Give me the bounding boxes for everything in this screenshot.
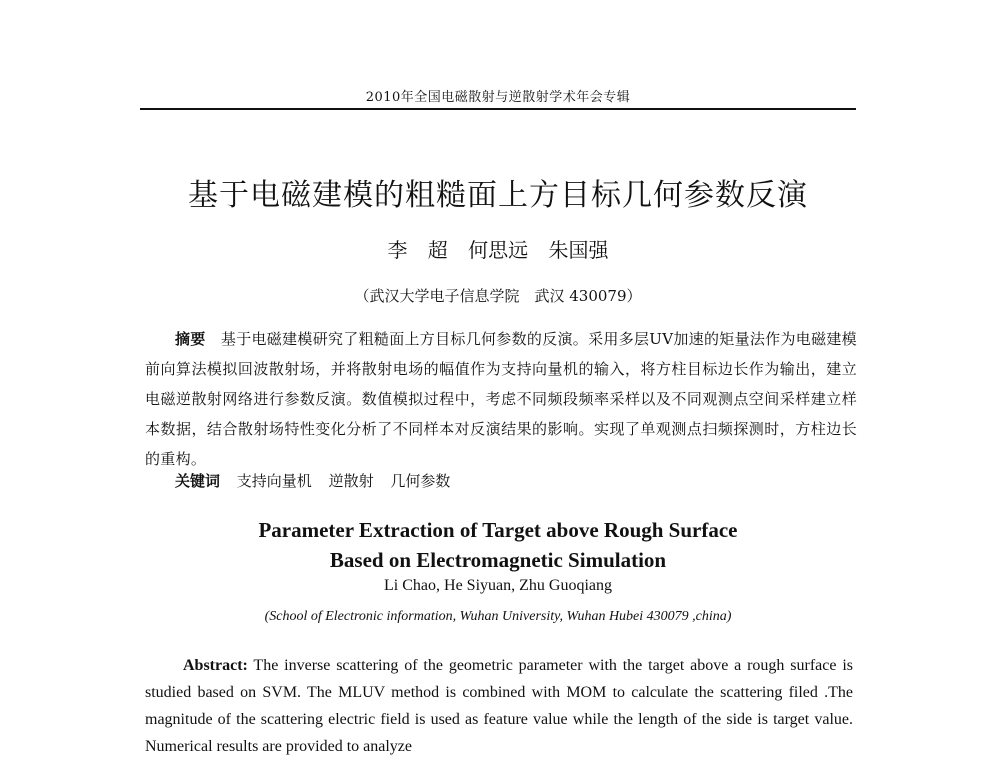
chinese-keywords-text: 支持向量机 逆散射 几何参数 — [236, 472, 451, 490]
chinese-authors: 李 超 何思远 朱国强 — [387, 238, 609, 262]
chinese-abstract-text: 基于电磁建模研究了粗糙面上方目标几何参数的反演。采用多层UV加速的矩量法作为电磁建模前向算法模拟回波散射场，并将散射电场的幅值作为支持向量机的输入，将方柱目标边长作为输出，建立电磁逆散射网络进行参数反演。数值模拟过程中，考虑不同频段频率采样以及不同观测点空间采样建立样本数据，结合散射场特性变化分析了不同样本对反演结果的影响。实现了单观测点扫频探测时，方柱边长的重构。 — [145, 330, 857, 468]
english-abstract-label: Abstract: — [183, 657, 248, 674]
english-abstract-text: The inverse scattering of the geometric parameter with the target above a rough surface is studied based on SVM. The MLUV method is combined with MOM to calculate the scattering filed .The magnitude of the scattering electric field is used as feature value while the length of the side is target value. Numerical results are provided to analyze — [145, 657, 853, 755]
english-abstract — [145, 652, 853, 760]
english-authors: Li Chao, He Siyuan, Zhu Guoqiang — [384, 577, 612, 594]
chinese-affiliation: （武汉大学电子信息学院 武汉 430079） — [354, 287, 642, 305]
chinese-abstract — [145, 324, 857, 474]
english-title-line1: Parameter Extraction of Target above Rough Surface — [258, 518, 738, 542]
chinese-title: 基于电磁建模的粗糙面上方目标几何参数反演 — [188, 178, 808, 213]
english-title-line2: Based on Electromagnetic Simulation — [329, 548, 667, 572]
chinese-abstract-label: 摘要 — [175, 330, 206, 348]
running-header: 2010年全国电磁散射与逆散射学术年会专辑 — [365, 90, 631, 105]
header-rule — [140, 108, 856, 110]
chinese-keywords-label: 关键词 — [175, 472, 221, 490]
english-title — [140, 515, 856, 575]
english-affiliation: (School of Electronic information, Wuhan University, Wuhan Hubei 430079 ,china) — [264, 609, 732, 624]
chinese-keywords — [175, 470, 855, 491]
